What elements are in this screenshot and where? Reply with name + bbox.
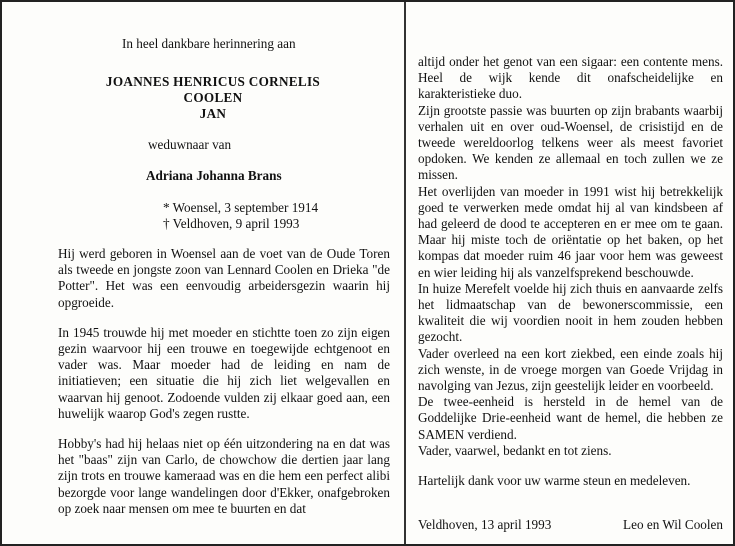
paragraph-marriage: In 1945 trouwde hij met moeder en stichtte toen zo zijn eigen gezin waarvoor hij een trouwe en toegewijde echtgenoot en vader was. Maar moeder had de leiding en nam de initiatieven; een situatie die hij zich liet welgevallen en waarvan hij genoot. Zodoende vulden zij elkaar goed aan, een huwelijk waarop God's zegen rustte.: [58, 324, 390, 421]
paragraph-cigar: altijd onder het genot van een sigaar: een contente mens. Heel de wijk kende dit onafscheidelijke en karakteristieke duo.: [418, 54, 723, 102]
name-line-2: COOLEN: [183, 90, 243, 106]
paragraph-heaven: De twee-eenheid is hersteld in de hemel van de Goddelijke Drie-eenheid want de hemel, die hebben ze SAMEN verdiend.: [418, 394, 723, 442]
thanks-line: Hartelijk dank voor uw warme steun en medeleven.: [418, 473, 691, 489]
birth-date: * Woensel, 3 september 1914: [163, 199, 319, 215]
place-date: Veldhoven, 13 april 1993: [418, 517, 552, 533]
name-line-3: JAN: [199, 106, 227, 122]
intro-line: In heel dankbare herinnering aan: [122, 36, 296, 51]
left-page: [2, 2, 404, 544]
signature: Leo en Wil Coolen: [623, 517, 723, 533]
life-dates: [58, 200, 390, 232]
right-page: [406, 2, 735, 544]
wife-name: Adriana Johanna Brans: [146, 168, 282, 184]
paragraph-merefelt: In huize Merefelt voelde hij zich thuis en aanvaarde zelfs het lidmaatschap van de bewonerscommissie, een kwaliteit die wij voordien nooit in hem zouden hebben gezocht.: [418, 280, 723, 345]
widower-line: weduwnaar van: [148, 137, 232, 153]
paragraph-mother: Het overlijden van moeder in 1991 wist hij betrekkelijk goed te verwerken mede omdat hij al van kindsbeen af had geleerd de dood te accepteren en er mee om te gaan. Maar hij miste toch de oriëntatie op het baken, op het kompas dat moeder ruim 46 jaar voor hem was geweest en wier leiding hij als vanzelfsprekend beschouwde.: [418, 183, 723, 280]
paragraph-hobby: Hobby's had hij helaas niet op één uitzondering na en dat was het "baas" zijn van Carlo, de chowchow die dertien jaar lang zijn trots en trouwe kameraad was en die hem een perfect alibi bezorgde voor lange wandelingen door d'Ekker, onafgebroken op zoek naar mensen om mee te buurten en dat: [58, 436, 390, 516]
paragraph-death: Vader overleed na een kort ziekbed, een einde zoals hij zich wenste, in de vroege morgen van Goede Vrijdag in navolging van Jezus, zijn geestelijk leider en voorbeeld.: [418, 345, 723, 394]
deceased-name: [36, 74, 390, 122]
paragraph-passion: Zijn grootste passie was buurten op zijn brabants waarbij verhalen uit en over oud-Woensel, de crisistijd en de tweede wereldoorlog telkens weer als meest favoriet opdoken. We kenden ze allemaal en toch zullen we ze missen.: [418, 102, 723, 183]
signature-footer: [418, 517, 723, 533]
death-date: † Veldhoven, 9 april 1993: [163, 215, 300, 231]
paragraph-farewell: Vader, vaarwel, bedankt en tot ziens.: [418, 442, 612, 458]
name-line-1: JOANNES HENRICUS CORNELIS: [105, 74, 321, 90]
paragraph-birth: Hij werd geboren in Woensel aan de voet van de Oude Toren als tweede en jongste zoon van Lennard Coolen en Drieka "de Potter". Het was een eenvoudig arbeidersgezin waarin hij opgroeide.: [58, 246, 390, 310]
